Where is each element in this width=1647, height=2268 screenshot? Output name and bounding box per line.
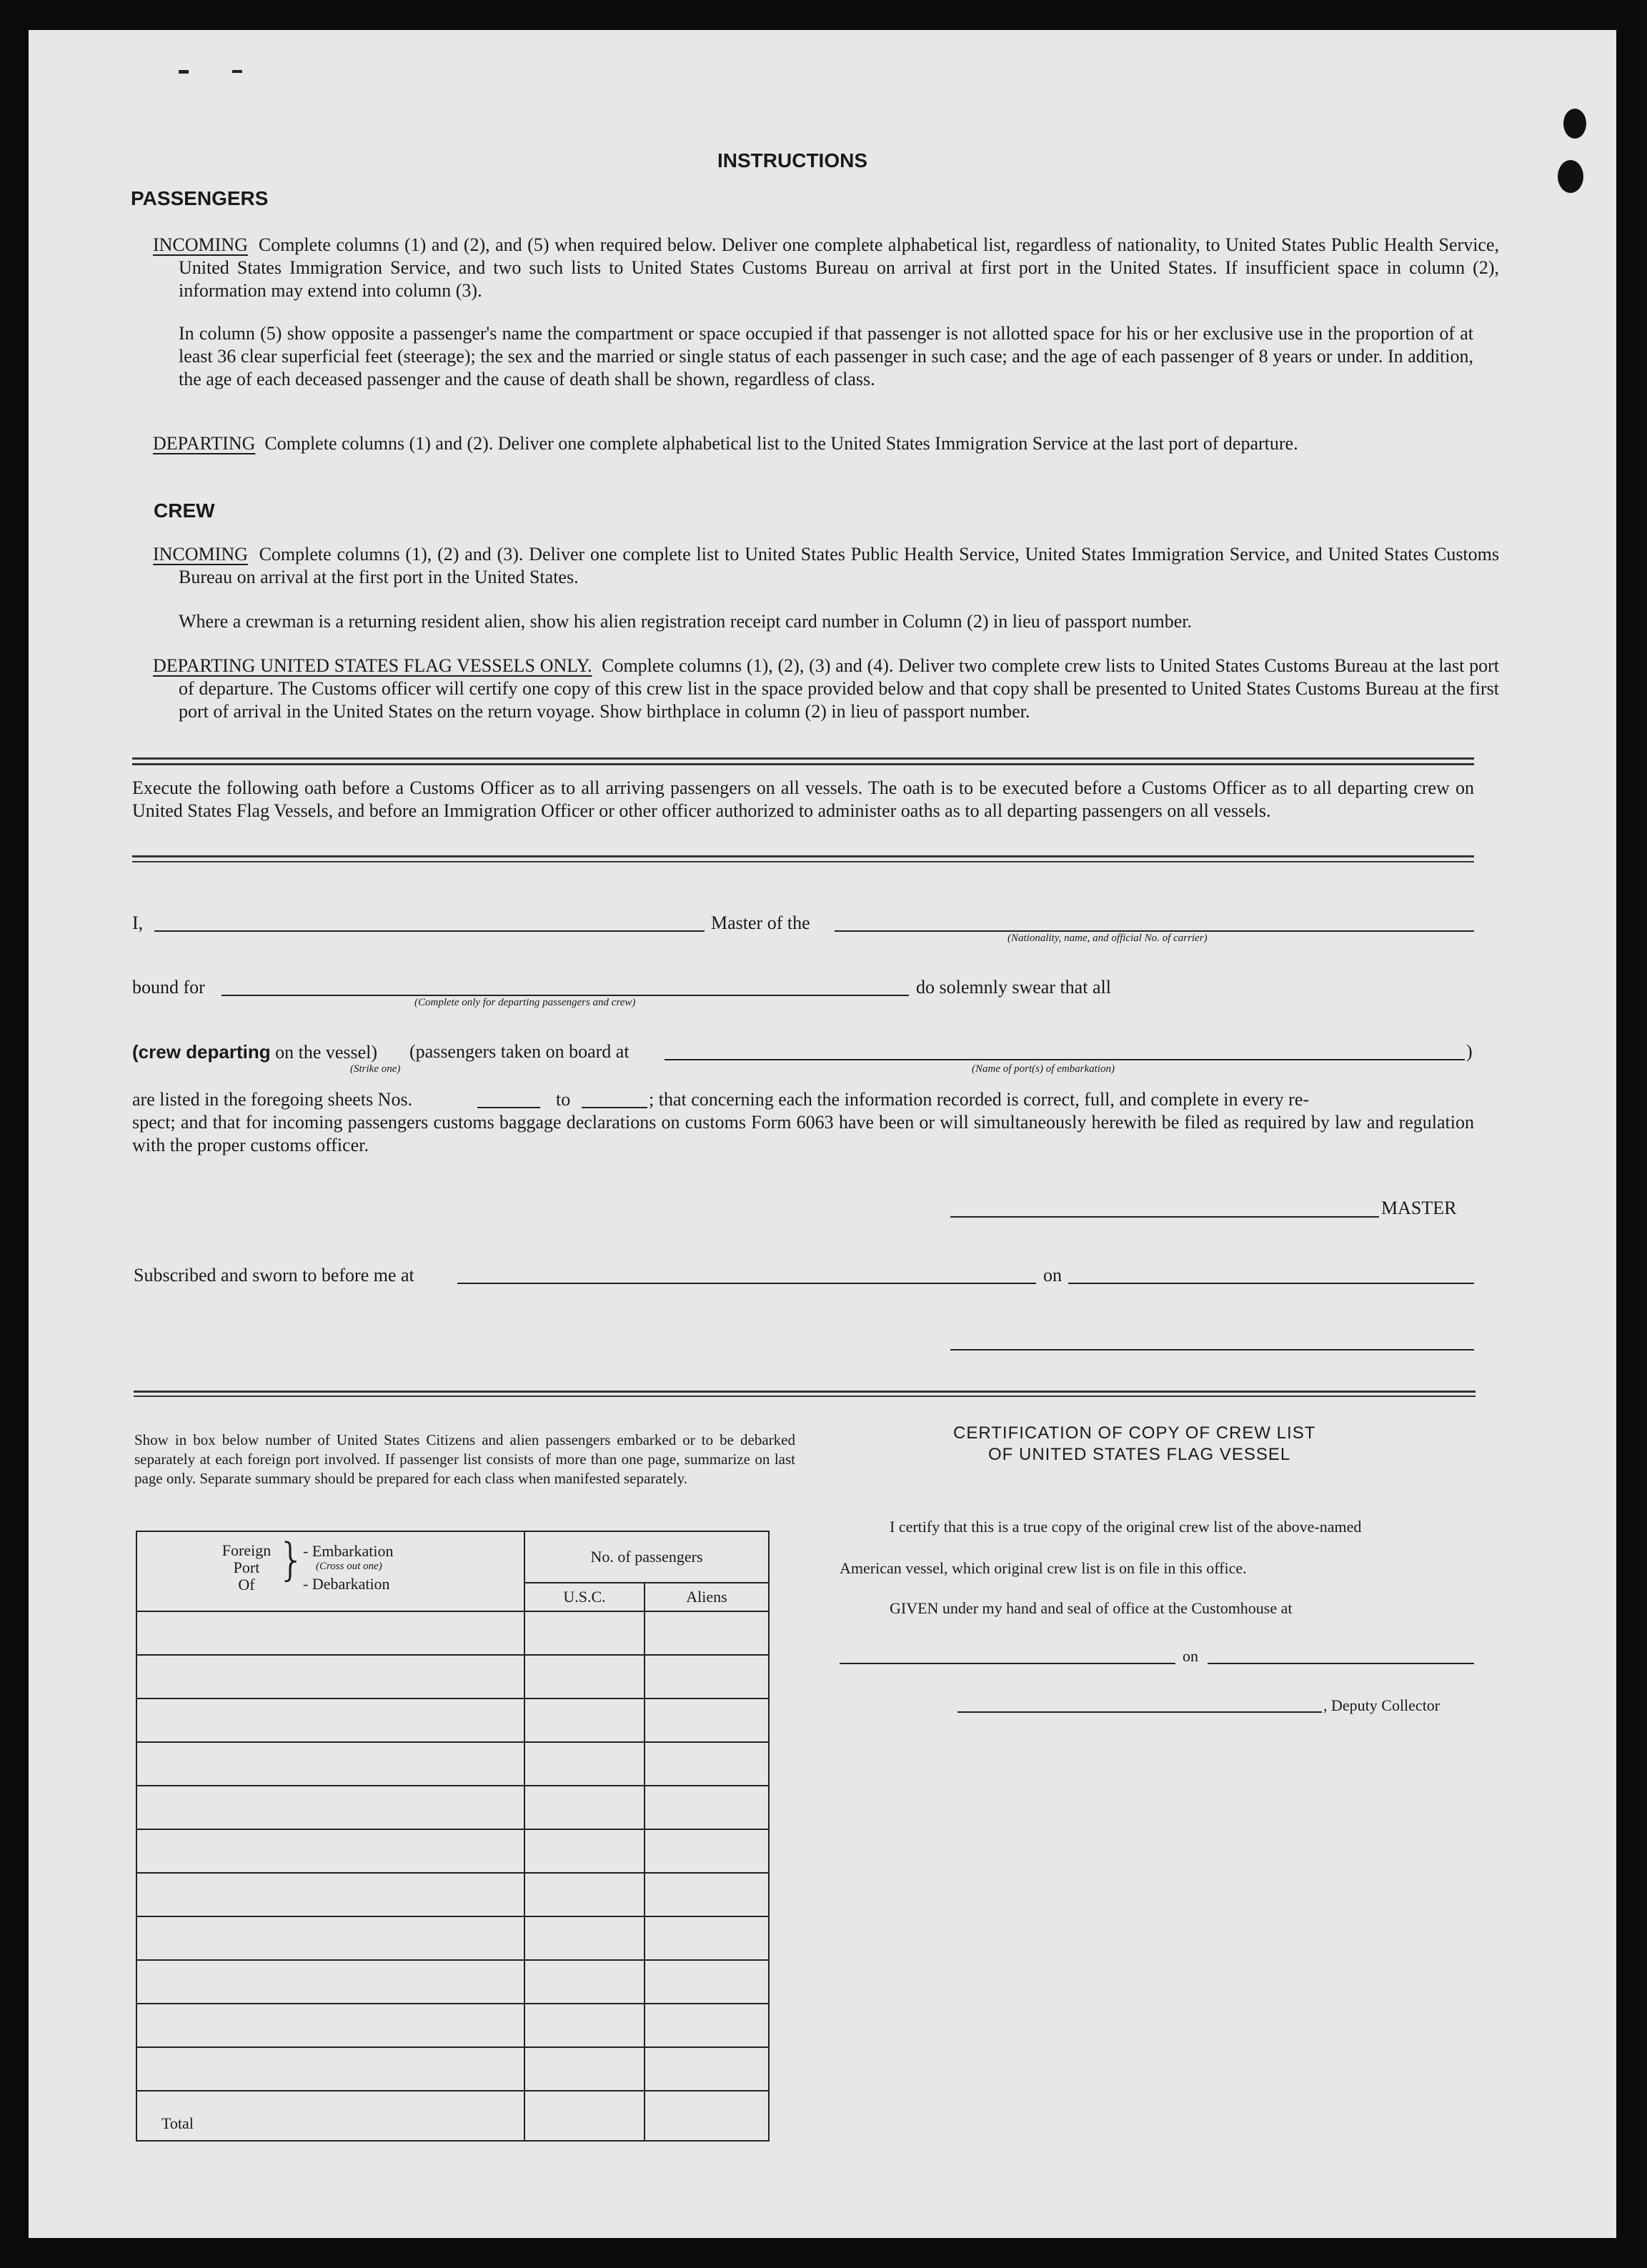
- table-row: [136, 2047, 769, 2091]
- port-cell[interactable]: [136, 2047, 524, 2091]
- table-row: [136, 1786, 769, 1829]
- officer-signature-field[interactable]: [950, 1349, 1474, 1351]
- total-label-cell: [136, 2091, 524, 2141]
- usc-cell[interactable]: [524, 1742, 645, 1786]
- bound-for-field[interactable]: [222, 995, 909, 996]
- port-cell[interactable]: [136, 1916, 524, 1960]
- port-label-foreign: Foreign: [222, 1541, 272, 1559]
- aliens-cell[interactable]: [645, 1829, 769, 1873]
- aliens-cell[interactable]: [645, 1916, 769, 1960]
- port-header-cell: [136, 1531, 524, 1611]
- port-cell[interactable]: [136, 1698, 524, 1742]
- passengers-departing-text: Complete columns (1) and (2). Deliver one complete alphabetical list to the United States Immigration Service at the last port of departure.: [264, 433, 1298, 454]
- usc-cell[interactable]: [524, 1829, 645, 1873]
- aliens-cell[interactable]: [645, 1786, 769, 1829]
- divider-rule: [132, 763, 1474, 765]
- given-text: GIVEN under my hand and seal of office at the Customhouse at: [890, 1599, 1293, 1617]
- passengers-taken-option[interactable]: (passengers taken on board at: [409, 1041, 630, 1062]
- usc-total-cell[interactable]: [524, 2091, 645, 2141]
- total-row: [136, 2091, 769, 2141]
- crew-heading: CREW: [154, 499, 215, 522]
- carrier-caption: (Nationality, name, and official No. of carrier): [1007, 932, 1208, 944]
- aliens-total-cell[interactable]: [645, 2091, 769, 2141]
- port-cell[interactable]: [136, 1786, 524, 1829]
- aliens-cell[interactable]: [645, 1742, 769, 1786]
- sworn-on-label: on: [1043, 1265, 1062, 1285]
- certification-date-field[interactable]: [1208, 1663, 1474, 1664]
- passengers-incoming-paragraph: [153, 234, 1499, 302]
- summary-instructions: Show in box below number of United States Citizens and alien passengers embarked or to be debarked separately at each foreign port involved. If passenger list consists of more than one page, summarize on last page only. Separate summary should be prepared for each class when manifested separately.: [134, 1431, 795, 1487]
- passengers-column5-paragraph: In column (5) show opposite a passenger's name the compartment or space occupied if that passenger is not allotted space for his or her exclusive use in the proportion of at least 36 clear superficial feet (steerage); the sex and the married or single status of each passenger in such case; and the age of each passenger of 8 years or under. In addition, the age of each deceased passenger and the cause of death shall be shown, regardless of class.: [179, 323, 1473, 389]
- aliens-cell[interactable]: [645, 1611, 769, 1655]
- usc-header: U.S.C.: [524, 1583, 645, 1611]
- crew-departing-text: Complete columns (1), (2), (3) and (4). Deliver two complete crew lists to United States Customs Bureau at the last port of departure. The Customs officer will certify one copy of this crew list in the space provided below and that copy shall be presented to United States Customs Bureau at the first port of arrival in the United States on the return voyage. Show birthplace in column (2) in lieu of passport number.: [179, 655, 1499, 722]
- crew-departing-label: DEPARTING UNITED STATES FLAG VESSELS ONLY.: [153, 655, 592, 676]
- port-label-port: Port: [233, 1558, 260, 1576]
- port-cell[interactable]: [136, 1655, 524, 1698]
- aliens-header: Aliens: [645, 1583, 769, 1611]
- usc-cell[interactable]: [524, 1786, 645, 1829]
- certification-title-line1: CERTIFICATION OF COPY OF CREW LIST: [953, 1423, 1316, 1443]
- divider-rule: [134, 1396, 1476, 1397]
- passengers-departing-paragraph: [153, 432, 1499, 455]
- port-label: [214, 1542, 279, 1593]
- passenger-summary-table: [136, 1531, 770, 2142]
- passengers-incoming-label: INCOMING: [153, 234, 248, 255]
- american-vessel-text: American vessel, which original crew list is on file in this office.: [840, 1559, 1247, 1577]
- sworn-place-field[interactable]: [457, 1283, 1036, 1284]
- table-row: [136, 1742, 769, 1786]
- aliens-cell[interactable]: [645, 1655, 769, 1698]
- port-cell[interactable]: [136, 1873, 524, 1916]
- certification-title-line2: OF UNITED STATES FLAG VESSEL: [988, 1445, 1291, 1464]
- oath-instructions: Execute the following oath before a Customs Officer as to all arriving passengers on all vessels. The oath is to be executed before a Customs Officer as to all departing crew on United States Flag Vessels, and before an Immigration Officer or other officer authorized to administer oaths as to all departing passengers on all vessels.: [132, 777, 1474, 821]
- ports-field[interactable]: [665, 1059, 1465, 1060]
- divider-rule: [132, 855, 1474, 857]
- crew-departing-text: (crew departing: [132, 1041, 271, 1063]
- crew-departing-option[interactable]: [132, 1041, 377, 1063]
- divider-rule: [132, 861, 1474, 862]
- usc-cell[interactable]: [524, 1873, 645, 1916]
- table-row: [136, 1698, 769, 1742]
- listed-continuation: ; that concerning each the information recorded is correct, full, and complete in every re-: [649, 1089, 1310, 1110]
- carrier-field[interactable]: [835, 930, 1474, 932]
- crew-departing-paragraph: [153, 655, 1499, 723]
- port-cell[interactable]: [136, 2004, 524, 2047]
- ports-caption: (Name of port(s) of embarkation): [972, 1063, 1115, 1075]
- divider-rule: [134, 1391, 1476, 1393]
- listed-to-label: to: [556, 1089, 571, 1110]
- port-cell[interactable]: [136, 1742, 524, 1786]
- usc-cell[interactable]: [524, 2004, 645, 2047]
- aliens-cell[interactable]: [645, 1698, 769, 1742]
- usc-cell[interactable]: [524, 1916, 645, 1960]
- brace-glyph: }: [277, 1533, 306, 1586]
- usc-cell[interactable]: [524, 1611, 645, 1655]
- port-cell[interactable]: [136, 1960, 524, 2004]
- master-signature-field[interactable]: [950, 1216, 1379, 1218]
- port-cell[interactable]: [136, 1611, 524, 1655]
- crew-incoming-paragraph: [153, 543, 1499, 589]
- master-name-field[interactable]: [154, 930, 705, 932]
- crew-incoming-label: INCOMING: [153, 544, 248, 564]
- usc-cell[interactable]: [524, 1655, 645, 1698]
- sworn-date-field[interactable]: [1068, 1283, 1474, 1284]
- cross-out-caption: (Cross out one): [316, 1561, 382, 1572]
- debarkation-option[interactable]: - Debarkation: [303, 1575, 390, 1593]
- master-label: MASTER: [1381, 1198, 1457, 1218]
- oath-i-label: I,: [132, 912, 144, 933]
- table-row: [136, 1960, 769, 2004]
- table-row: [136, 1829, 769, 1873]
- aliens-cell[interactable]: [645, 1873, 769, 1916]
- punch-hole-mark: [1563, 109, 1586, 139]
- deputy-signature-field[interactable]: [957, 1711, 1322, 1713]
- subscribed-label: Subscribed and sworn to before me at: [134, 1265, 414, 1285]
- form-sheet: [29, 30, 1616, 2238]
- certify-text: I certify that this is a true copy of the original crew list of the above-named: [890, 1518, 1362, 1536]
- listed-paragraph: spect; and that for incoming passengers customs baggage declarations on customs Form 6063 have been or will simultaneously herewith be filed as required by law and regulation with the proper customs officer.: [132, 1112, 1474, 1155]
- page-title: INSTRUCTIONS: [717, 149, 867, 171]
- aliens-cell[interactable]: [645, 2004, 769, 2047]
- punch-hole-mark: [1558, 160, 1583, 193]
- table-row: [136, 1611, 769, 1655]
- table-row: [136, 1873, 769, 1916]
- passengers-departing-label: DEPARTING: [153, 433, 256, 454]
- port-label-of: Of: [238, 1576, 255, 1593]
- swear-label: do solemnly swear that all: [916, 977, 1111, 998]
- listed-label: are listed in the foregoing sheets Nos.: [132, 1089, 413, 1110]
- certification-on-label: on: [1183, 1647, 1198, 1665]
- port-cell[interactable]: [136, 1829, 524, 1873]
- deputy-collector-label: , Deputy Collector: [1323, 1696, 1440, 1714]
- table-row: [136, 2004, 769, 2047]
- crew-incoming-text: Complete columns (1), (2) and (3). Deliver one complete list to United States Public Health Service, United States Immigration Service, and United States Customs Bureau on arrival at the first port in the United States.: [179, 544, 1499, 587]
- usc-cell[interactable]: [524, 1960, 645, 2004]
- aliens-cell[interactable]: [645, 2047, 769, 2091]
- table-row: [136, 1655, 769, 1698]
- aliens-cell[interactable]: [645, 1960, 769, 2004]
- passengers-heading: PASSENGERS: [131, 187, 269, 209]
- embarkation-option[interactable]: - Embarkation: [303, 1542, 394, 1560]
- total-label: Total: [161, 2114, 194, 2132]
- no-of-passengers-header: No. of passengers: [524, 1531, 769, 1583]
- table-row: [136, 1916, 769, 1960]
- strike-one-caption: (Strike one): [350, 1063, 401, 1075]
- bound-for-label: bound for: [132, 977, 205, 998]
- usc-cell[interactable]: [524, 2047, 645, 2091]
- on-the-vessel-text: on the vessel): [275, 1042, 378, 1063]
- divider-rule: [132, 757, 1474, 760]
- crew-alien-paragraph: Where a crewman is a returning resident alien, show his alien registration receipt card number in Column (2) in lieu of passport number.: [179, 611, 1193, 632]
- sheet-to-field[interactable]: [582, 1107, 647, 1108]
- scan-dash-mark: [232, 70, 242, 73]
- bound-for-caption: (Complete only for departing passengers and crew): [414, 997, 636, 1008]
- usc-cell[interactable]: [524, 1698, 645, 1742]
- sheet-from-field[interactable]: [477, 1107, 540, 1108]
- passengers-incoming-text: Complete columns (1) and (2), and (5) when required below. Deliver one complete alphabetical list, regardless of nationality, to United States Public Health Service, United States Immigration Service, and two such lists to United States Customs Bureau on arrival at first port in the United States. If insufficient space in column (2), information may extend into column (3).: [179, 234, 1500, 301]
- customhouse-field[interactable]: [840, 1663, 1175, 1664]
- scan-dash-mark: [179, 70, 189, 74]
- close-paren: ): [1466, 1041, 1473, 1062]
- master-of-the-label: Master of the: [711, 912, 810, 933]
